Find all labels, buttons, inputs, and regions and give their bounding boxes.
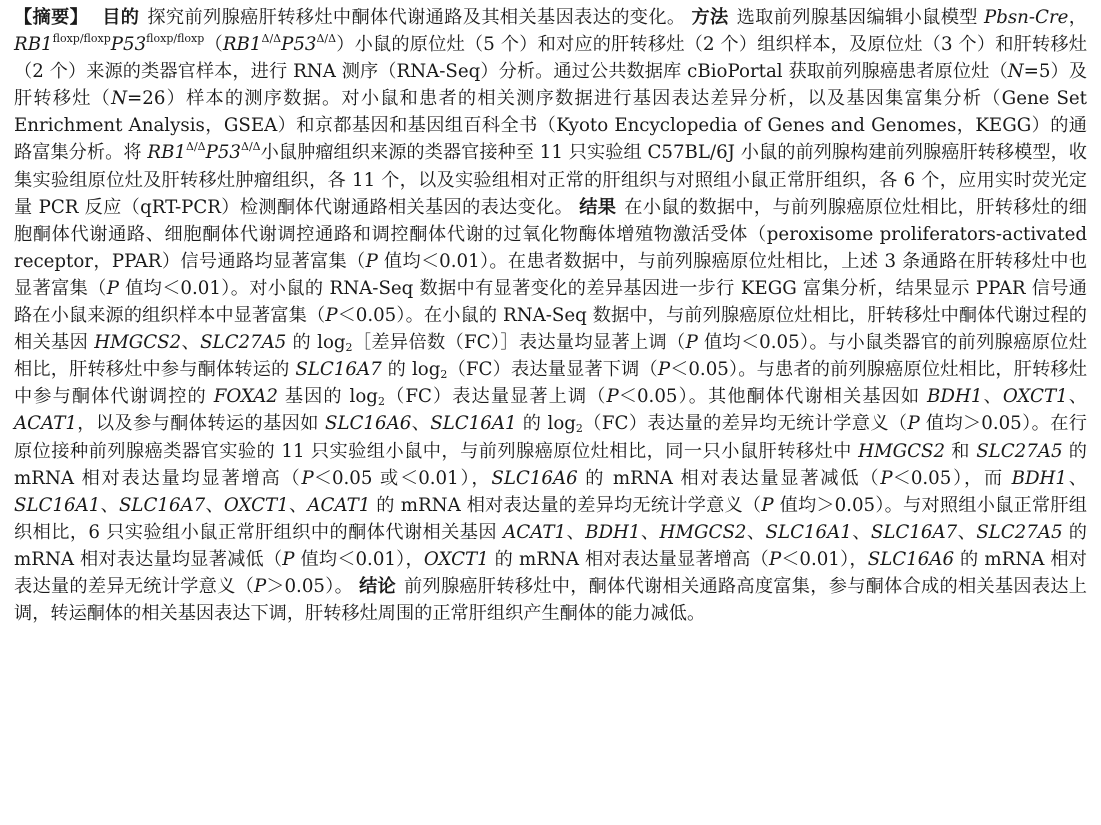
purpose-text: 探究前列腺癌肝转移灶中酮体代谢通路及其相关基因表达的变化。	[147, 7, 686, 28]
purpose-label: 目的	[102, 7, 140, 28]
conclusion-label: 结论	[359, 575, 397, 597]
results-text: 在小鼠的数据中，与前列腺癌原位灶相比，肝转移灶的细胞酮体代谢通路、细胞酮体代谢调控通路和调控酮体代谢的过氧化物酶体增殖物激活受体（peroxisome proliferators-activated receptor，PPAR）信号通路均显著富集（P 值均＜0.01）。在患者数据中，与前列腺癌原位灶相比，上述 3 条通路在肝转移灶中也显著富集（P 值均＜0.01）。对小鼠的 RNA-Seq 数据中有显著变化的差异基因进一步行 KEGG 富集分析，结果显示 PPAR 信号通路在小鼠来源的组织样本中显著富集（P＜0.05）。在小鼠的 RNA-Seq 数据中，与前列腺癌原位灶相比，肝转移灶中酮体代谢过程的相关基因 HMGCS2、SLC27A5 的 $\log_2[$差异倍数（FC）］表达量均显著上调（P 值均＜0.05）。与小鼠类器官的前列腺癌原位灶相比，肝转移灶中参与酮体转运的 SLC16A7 的 $\log_2(FC)$表达量显著下调（P＜0.05）。与患者的前列腺癌原位灶相比，肝转移灶中参与酮体代谢调控的 FOXA2 基因的 $\log_2(FC)$表达量显著上调（P＜0.05）。其他酮体代谢相关基因如 BDH1、OXCT1、ACAT1，以及参与酮体转运的基因如 SLC16A6、SLC16A1 的 $\log_2(FC)$表达量的差异均无统计学意义（P 值均＞0.05）。在行原位接种前列腺癌类器官实验的 11 只实验组小鼠中，与前列腺癌原位灶相比，同一只小鼠肝转移灶中 HMGCS2 和 SLC27A5 的 mRNA 相对表达量均显著增高（P＜0.05 或＜0.01），SLC16A6 的 mRNA 相对表达量显著减低（P＜0.05），而 BDH1、SLC16A1、SLC16A7、OXCT1、ACAT1 的 mRNA 相对表达量的差异均无统计学意义（P 值均＞0.05）。与对照组小鼠正常肝组织相比，6 只实验组小鼠正常肝组织中的酮体代谢相关基因 ACAT1、BDH1、HMGCS2、SLC16A1、SLC16A7、SLC27A5 的 mRNA 相对表达量均显著减低（P 值均＜0.01），OXCT1 的 mRNA 相对表达量显著增高（P＜0.01），SLC16A6 的 mRNA 相对表达量的差异无统计学意义（P＞0.05）。	[14, 196, 1088, 597]
methods-label: 方法	[691, 7, 729, 28]
conclusion-text: 前列腺癌肝转移灶中，酮体代谢相关通路高度富集，参与酮体合成的相关基因表达上调，转运酮体的相关基因表达下调，肝转移灶周围的正常肝组织产生酮体的能力减低。	[14, 575, 1087, 625]
methods-text: 选取前列腺基因编辑小鼠模型 Pbsn-Cre，$RB1^{floxp/floxp}P53^{floxp/floxp}(RB1^{\Delta/\Delta}P53^{\Delta/\Delta})$小鼠的原位灶（5 个）和对应的肝转移灶（2 个）组织样本，及原位灶（3 个）和肝转移灶（2 个）来源的类器官样本，进行 RNA 测序（RNA-Seq）分析。通过公共数据库 cBioPortal 获取前列腺癌患者原位灶（N=5）及肝转移灶（N=26）样本的测序数据。对小鼠和患者的相关测序数据进行基因表达差异分析，以及基因集富集分析（Gene Set Enrichment Analysis，GSEA）和京都基因和基因组百科全书（Kyoto Encyclopedia of Genes and Genomes，KEGG）的通路富集分析。将 $RB1^{\Delta/\Delta}P53^{\Delta/\Delta}$小鼠肿瘤组织来源的类器官接种至 11 只实验组 C57BL/6J 小鼠的前列腺构建前列腺癌肝转移模型，收集实验组原位灶及肝转移灶肿瘤组织，各 11 个，以及实验组相对正常的肝组织与对照组小鼠正常肝组织，各 6 个，应用实时荧光定量 PCR 反应（qRT-PCR）检测酮体代谢通路相关基因的表达变化。	[14, 7, 1088, 218]
results-label: 结果	[579, 196, 617, 218]
abstract-heading: 【摘要】	[14, 7, 89, 28]
